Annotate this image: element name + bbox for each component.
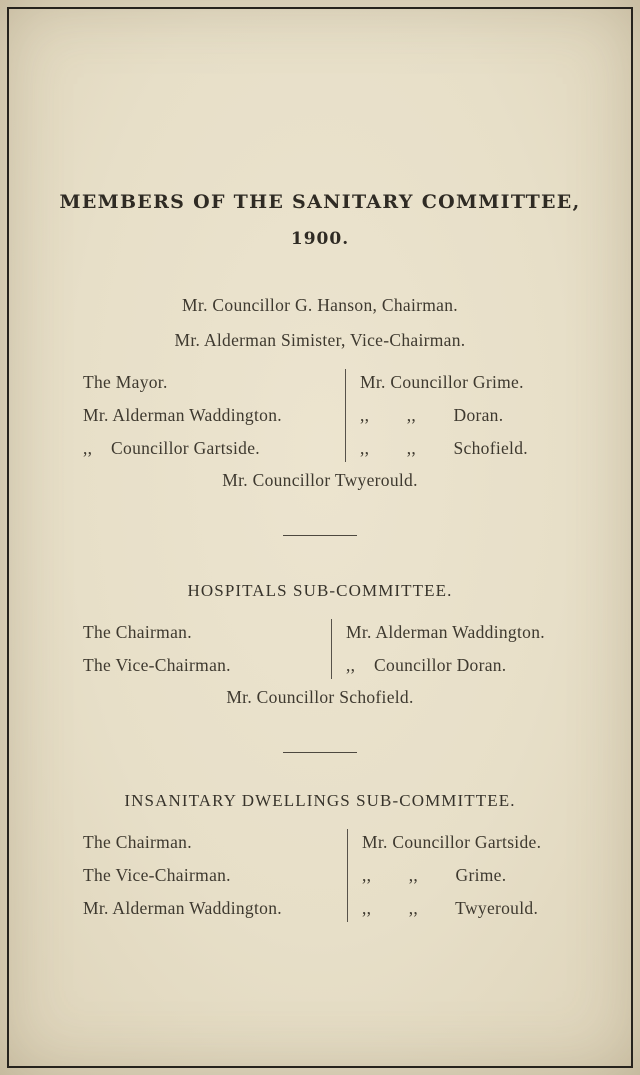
member-row: ,, ,, Doran. — [360, 405, 504, 425]
committee-vice-chairman-line: Mr. Alderman Simister, Vice-Chairman. — [174, 330, 466, 350]
hospitals-left-column — [83, 616, 331, 682]
hospitals-footer-line: Mr. Councillor Schofield. — [226, 687, 414, 707]
page-title: MEMBERS OF THE SANITARY COMMITTEE, — [59, 191, 581, 213]
insanitary-columns — [83, 826, 640, 925]
committee-left-column — [83, 366, 345, 465]
hospitals-heading: HOSPITALS SUB-COMMITTEE. — [187, 581, 453, 600]
member-row: The Chairman. — [83, 622, 192, 642]
member-row: The Chairman. — [83, 832, 192, 852]
member-row: The Vice-Chairman. — [83, 655, 231, 675]
member-row: The Mayor. — [83, 372, 168, 392]
committee-footer-line: Mr. Councillor Twyerould. — [222, 470, 418, 490]
member-row: Mr. Alderman Waddington. — [83, 405, 282, 425]
member-row: The Vice-Chairman. — [83, 865, 231, 885]
member-row: Mr. Alderman Waddington. — [83, 898, 282, 918]
insanitary-left-column — [83, 826, 347, 925]
insanitary-right-column — [348, 826, 541, 925]
year: 1900. — [290, 229, 350, 249]
member-row: ,, Councillor Gartside. — [83, 438, 260, 458]
member-row: ,, ,, Twyerould. — [362, 898, 539, 918]
insanitary-heading: INSANITARY DWELLINGS SUB-COMMITTEE. — [124, 791, 516, 810]
committee-chairman-line: Mr. Councillor G. Hanson, Chairman. — [182, 295, 458, 315]
committee-columns — [83, 366, 640, 465]
section-rule — [283, 535, 357, 536]
member-row: ,, Councillor Doran. — [346, 655, 507, 675]
member-row: ,, ,, Schofield. — [360, 438, 528, 458]
committee-right-column — [346, 366, 528, 465]
member-row: ,, ,, Grime. — [362, 865, 507, 885]
section-rule — [283, 752, 357, 753]
member-row: Mr. Alderman Waddington. — [346, 622, 545, 642]
hospitals-right-column — [332, 616, 545, 682]
member-row: Mr. Councillor Gartside. — [362, 832, 542, 852]
member-row: Mr. Councillor Grime. — [360, 372, 524, 392]
hospitals-columns — [83, 616, 640, 682]
